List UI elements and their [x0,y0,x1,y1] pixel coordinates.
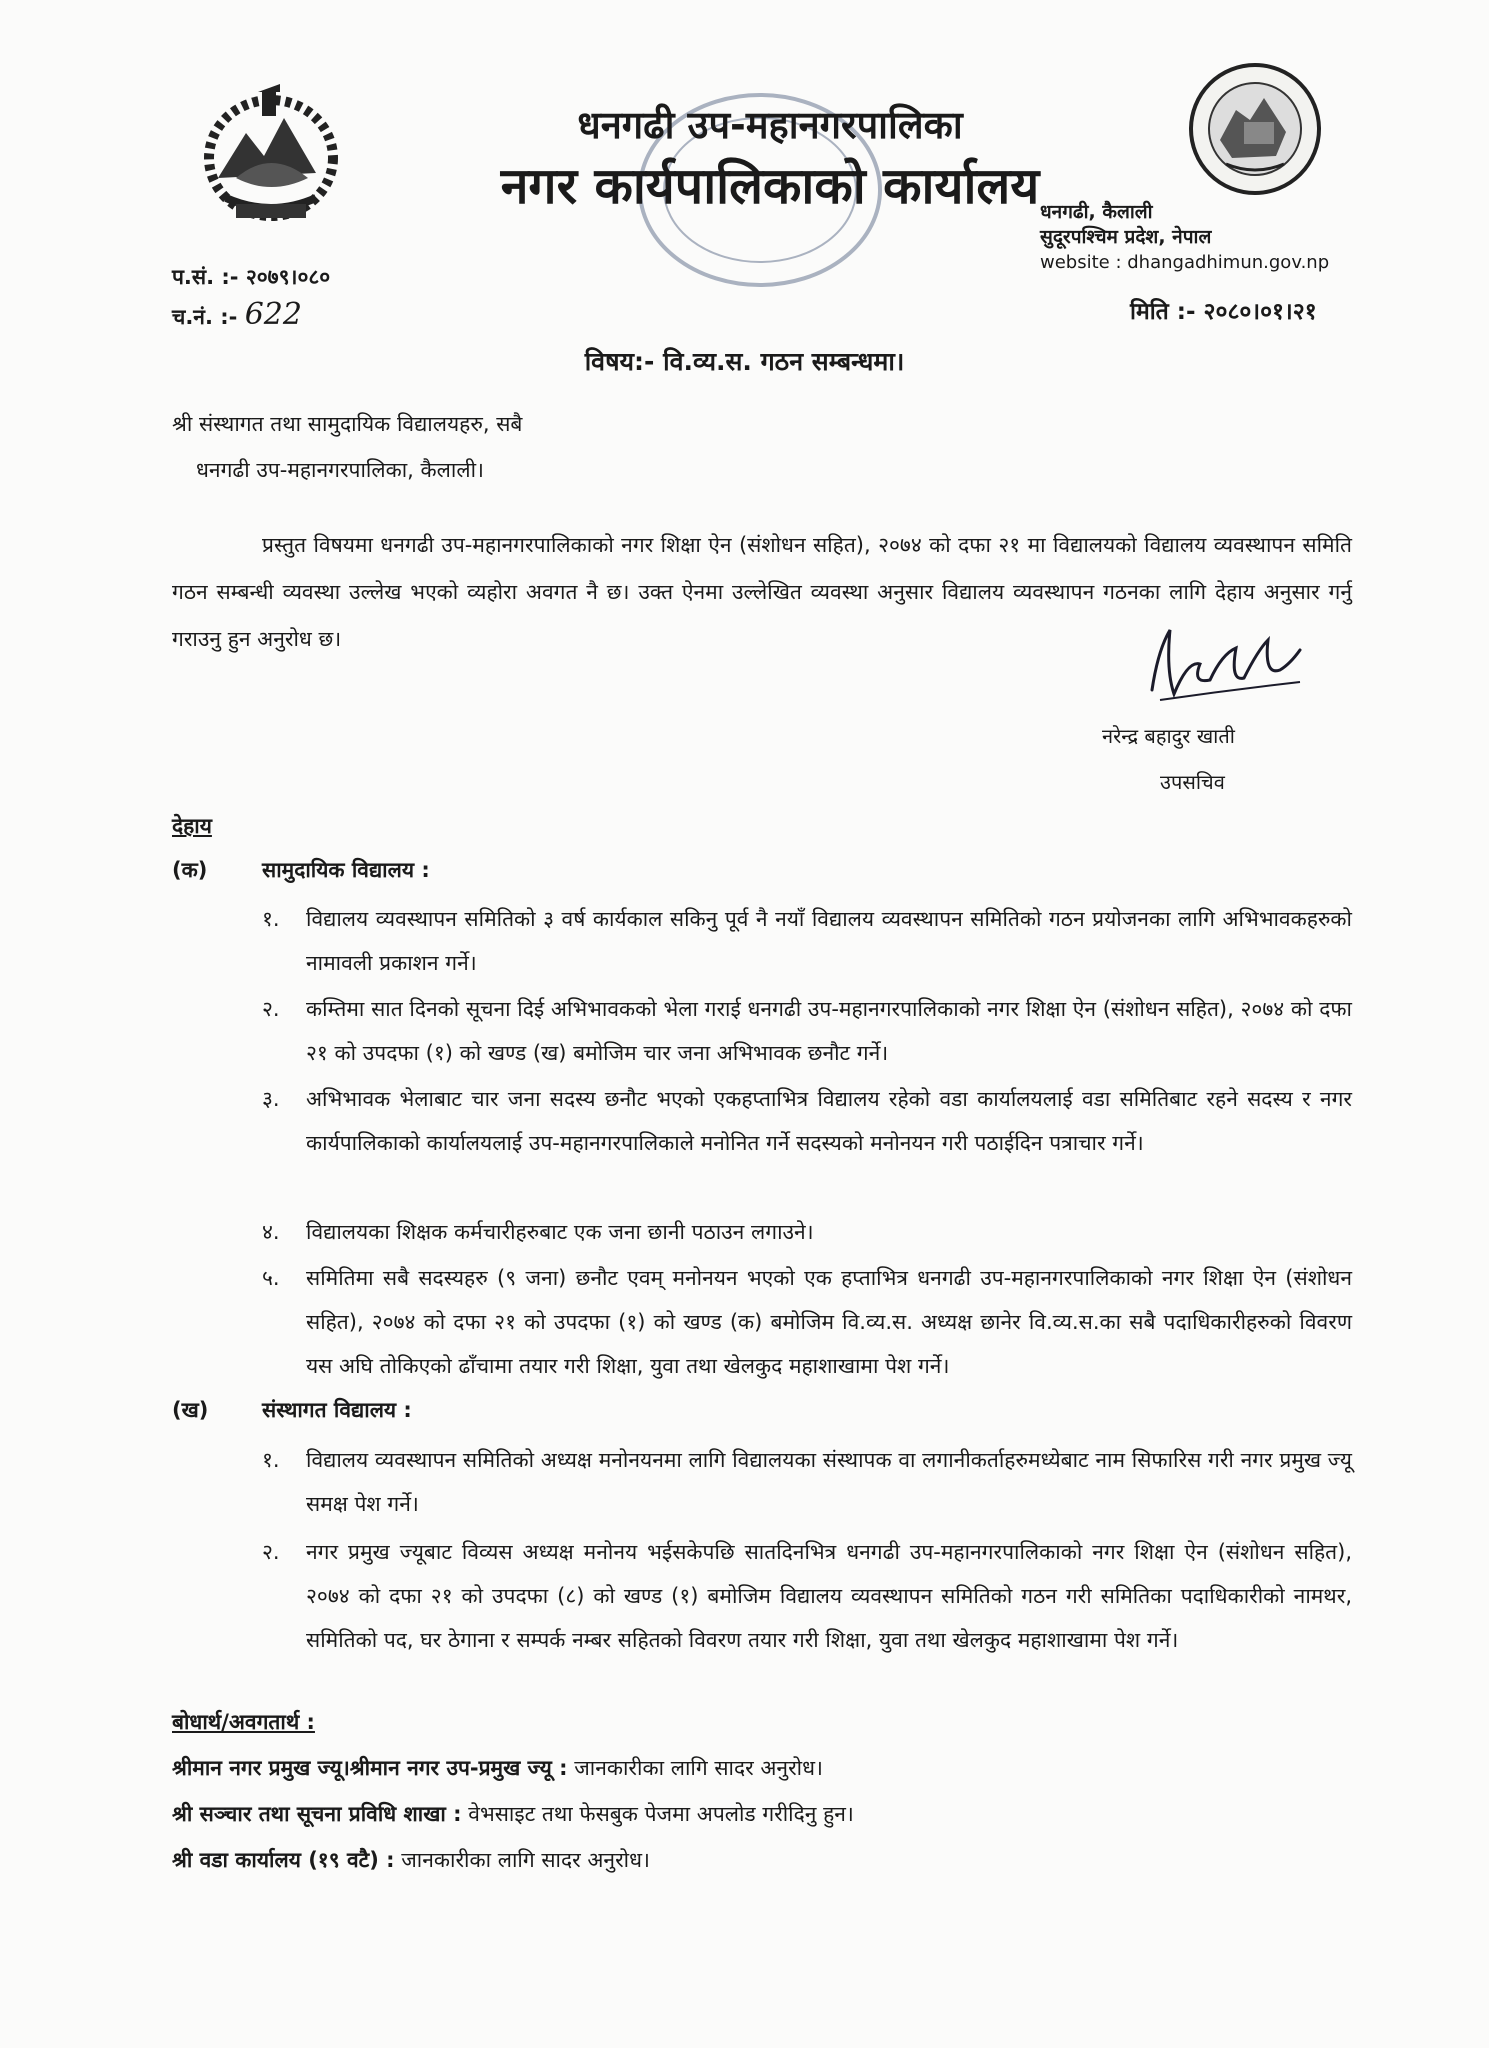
section-title: सामुदायिक विद्यालय : [262,858,430,882]
letter-date: मिति :- २०८०।०१।२१ [1130,299,1317,325]
website-text: website : dhangadhimun.gov.np [1040,252,1330,273]
item-number: २. [262,997,280,1021]
recipient-line-2: धनगढी उप-महानगरपालिका, कैलाली। [196,458,484,482]
cc-recipient: श्री सञ्चार तथा सूचना प्रविधि शाखा : [172,1802,462,1826]
recipient-line-1: श्री संस्थागत तथा सामुदायिक विद्यालयहरु, सबै [172,412,523,436]
dispatch-line [172,296,330,336]
cc-line [172,1754,823,1782]
municipality-seal-icon [1186,60,1324,198]
signatory-title: उपसचिव [1160,770,1225,794]
body-paragraph: प्रस्तुत विषयमा धनगढी उप-महानगरपालिकाको नगर शिक्षा ऐन (संशोधन सहित), २०७४ को दफा २१ मा विद्यालयको विद्यालय व्यवस्थापन समिति गठन सम्बन्धी व्यवस्था उल्लेख भएको व्यहोरा अवगत नै छ। उक्त ऐनमा उल्लेखित व्यवस्था अनुसार विद्यालय व्यवस्थापन गठनका लागि देहाय अनुसार गर्नु गराउनु हुन अनुरोध छ। [172,533,1352,651]
item-text: कम्तिमा सात दिनको सूचना दिई अभिभावकको भेला गराई धनगढी उप-महानगरपालिकाको नगर शिक्षा ऐन (संशोधन सहित), २०७४ को दफा २१ को उपदफा (१) को खण्ड (ख) बमोजिम चार जना अभिभावक छनौट गर्ने। [306,997,1352,1065]
address-line-1: धनगढी, कैलाली [1040,201,1153,223]
item-number: १. [262,907,280,931]
cc-line [172,1846,650,1874]
section-mark: (ख) [172,1398,209,1422]
item-text: समितिमा सबै सदस्यहरु (९ जना) छनौट एवम् मनोनयन भएको एक हप्ताभित्र धनगढी उप-महानगरपालिकाको नगर शिक्षा ऐन (संशोधन सहित), २०७४ को दफा २१ को उपदफा (१) को खण्ड (क) बमोजिम वि.व्य.स. अध्यक्ष छानेर वि.व्य.स.का सबै पदाधिकारीहरुको विवरण यस अघि तोकिएको ढाँचामा तयार गरी शिक्षा, युवा तथा खेलकुद महाशाखामा पेश गर्ने। [306,1266,1352,1378]
signature-icon [1140,620,1310,710]
item-number: ३. [262,1087,280,1111]
section-title: संस्थागत विद्यालय : [262,1398,412,1422]
cc-line [172,1800,854,1828]
office-address [1040,200,1329,275]
item-number: ४. [262,1220,280,1244]
item-text: विद्यालय व्यवस्थापन समितिको अध्यक्ष मनोनयनमा लागि विद्यालयका संस्थापक वा लगानीकर्ताहरुमध्येबाट नाम सिफारिस गरी नगर प्रमुख ज्यू समक्ष पेश गर्ने। [306,1448,1352,1516]
item-text: विद्यालय व्यवस्थापन समितिको ३ वर्ष कार्यकाल सकिनु पूर्व नै नयाँ विद्यालय व्यवस्थापन समितिको गठन प्रयोजनका लागि अभिभावकहरुको नामावली प्रकाशन गर्ने। [306,907,1352,975]
cc-note: वेभसाइट तथा फेसबुक पेजमा अपलोड गरीदिनु हुन। [468,1802,854,1826]
item-text: नगर प्रमुख ज्यूबाट विव्यस अध्यक्ष मनोनय भईसकेपछि सातदिनभित्र धनगढी उप-महानगरपालिकाको नगर शिक्षा ऐन (संशोधन सहित), २०७४ को दफा २१ को उपदफा (८) को खण्ड (१) बमोजिम विद्यालय व्यवस्थापन समितिको गठन गरी समितिका पदाधिकारीको नामथर, समितिको पद, घर ठेगाना र सम्पर्क नम्बर सहितको विवरण तयार गरी शिक्षा, युवा तथा खेलकुद महाशाखामा पेश गर्ने। [306,1540,1352,1652]
section-mark: (क) [172,858,208,882]
organization-name: धनगढी उप-महानगरपालिका [577,103,963,147]
reference-number: प.सं. :- २०७९।०८० [172,265,331,289]
address-line-2: सुदूरपश्चिम प्रदेश, नेपाल [1040,226,1212,248]
item-number: २. [262,1540,280,1564]
cc-note: जानकारीका लागि सादर अनुरोध। [401,1848,650,1872]
item-text: विद्यालयका शिक्षक कर्मचारीहरुबाट एक जना छानी पठाउन लगाउने। [306,1220,814,1244]
cc-recipient: श्री वडा कार्यालय (१९ वटै) : [172,1848,395,1872]
item-number: १. [262,1448,280,1472]
dehaya-heading: देहाय [172,814,212,838]
signatory-name: नरेन्द्र बहादुर खाती [1102,724,1235,748]
cc-heading: बोधार्थ/अवगतार्थ : [172,1710,315,1734]
reference-block [172,258,330,336]
item-text: अभिभावक भेलाबाट चार जना सदस्य छनौट भएको एकहप्ताभित्र विद्यालय रहेको वडा कार्यालयलाई वडा समितिबाट रहने सदस्य र नगर कार्यपालिकाको कार्यालयलाई उप-महानगरपालिकाले मनोनित गर्ने सदस्यको मनोनयन गरी पठाईदिन पत्राचार गर्ने। [306,1087,1352,1155]
cc-note: जानकारीका लागि सादर अनुरोध। [574,1756,823,1780]
dispatch-number: 622 [244,297,302,332]
item-number: ५. [262,1266,280,1290]
cc-recipient: श्रीमान नगर प्रमुख ज्यू।श्रीमान नगर उप-प्रमुख ज्यू : [172,1756,568,1780]
nepal-emblem-icon [196,78,346,228]
office-name: नगर कार्यपालिकाको कार्यालय [500,157,1040,215]
subject-line: विषय:- वि.व्य.स. गठन सम्बन्धमा। [584,347,905,376]
dispatch-label: च.नं. :- [172,305,238,329]
